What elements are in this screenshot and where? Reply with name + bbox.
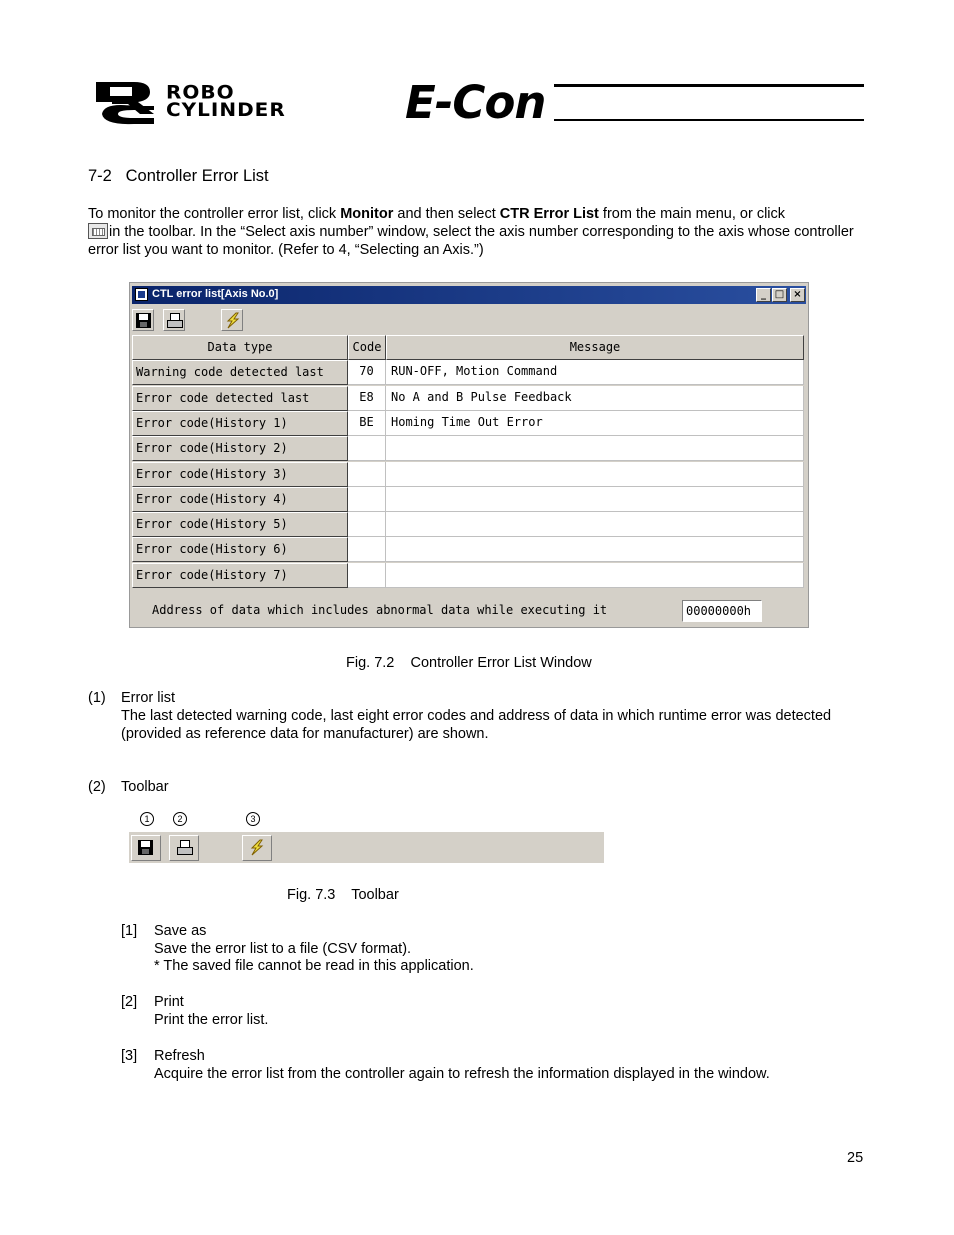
row-header-data-type[interactable]: Error code(History 3) bbox=[132, 462, 348, 487]
header-rule-top bbox=[554, 84, 864, 87]
item-2-number: (2) bbox=[88, 779, 106, 795]
cell-code[interactable] bbox=[348, 537, 386, 562]
sub-item-1-number: [1] bbox=[121, 923, 138, 939]
intro-paragraph bbox=[88, 205, 858, 259]
intro-text: and then select bbox=[393, 206, 500, 222]
sub-item-3-title: Refresh bbox=[154, 1048, 205, 1064]
sub-item-2-title: Print bbox=[154, 994, 184, 1010]
section-title: 7-2 Controller Error List bbox=[88, 167, 269, 185]
row-header-data-type[interactable]: Error code(History 5) bbox=[132, 512, 348, 537]
intro-text: in the toolbar. In the “Select axis number” window, select the axis number corresponding to the axis whose controller error list you want to monitor. (Refer to 4, “Selecting an Axis.”) bbox=[88, 224, 854, 258]
refresh-button[interactable] bbox=[221, 309, 243, 331]
cell-message[interactable]: No A and B Pulse Feedback bbox=[386, 386, 804, 411]
lightning-icon bbox=[224, 312, 241, 329]
column-header-message[interactable]: Message bbox=[386, 335, 804, 360]
row-header-data-type[interactable]: Error code detected last bbox=[132, 386, 348, 411]
cell-message[interactable] bbox=[386, 537, 804, 562]
refresh-button[interactable] bbox=[242, 835, 272, 861]
sub-item-1-body: Save the error list to a file (CSV format). bbox=[154, 941, 412, 957]
row-header-data-type[interactable]: Error code(History 7) bbox=[132, 563, 348, 588]
intro-text: from the main menu, or click bbox=[598, 206, 786, 222]
window-titlebar bbox=[132, 286, 806, 304]
sub-item-1-note: * The saved file cannot be read in this application. bbox=[154, 958, 474, 974]
toolbar-illustration bbox=[129, 832, 604, 863]
floppy-disk-icon bbox=[138, 840, 153, 855]
minimize-button[interactable]: _ bbox=[756, 288, 771, 302]
cell-code[interactable] bbox=[348, 563, 386, 588]
window-title: CTL error list[Axis No.0] bbox=[152, 288, 279, 300]
sub-item-2-body: Print the error list. bbox=[154, 1012, 269, 1028]
ctr-error-list-ref: CTR Error List bbox=[499, 206, 599, 222]
cell-code[interactable] bbox=[348, 487, 386, 512]
app-icon bbox=[135, 288, 148, 301]
rc-logo bbox=[94, 80, 158, 126]
cell-message[interactable] bbox=[386, 563, 804, 588]
callout-3: 3 bbox=[246, 812, 260, 826]
item-1-body: The last detected warning code, last eight error codes and address of data in which runtime error was detected (provided as reference data for manufacturer) are shown. bbox=[121, 708, 832, 742]
sub-item-3-number: [3] bbox=[121, 1048, 138, 1064]
figure-caption-7-3: Fig. 7.3 Toolbar bbox=[287, 887, 399, 903]
row-header-data-type[interactable]: Error code(History 6) bbox=[132, 537, 348, 562]
cell-message[interactable]: Homing Time Out Error bbox=[386, 411, 804, 436]
cell-code[interactable] bbox=[348, 462, 386, 487]
product-logo: E-Con bbox=[405, 76, 546, 129]
print-button[interactable] bbox=[169, 835, 199, 861]
sub-item-1-title: Save as bbox=[154, 923, 207, 939]
sub-item-2-number: [2] bbox=[121, 994, 138, 1010]
figure-caption-7-2: Fig. 7.2 Controller Error List Window bbox=[346, 655, 592, 671]
brand-cylinder: CYLINDER bbox=[166, 98, 286, 121]
cell-message[interactable] bbox=[386, 487, 804, 512]
cell-message[interactable] bbox=[386, 462, 804, 487]
lightning-icon bbox=[248, 839, 265, 856]
item-2-title: Toolbar bbox=[121, 779, 169, 795]
monitor-menu-ref: Monitor bbox=[340, 206, 394, 222]
cell-message[interactable] bbox=[386, 512, 804, 537]
callout-2: 2 bbox=[173, 812, 187, 826]
callout-1: 1 bbox=[140, 812, 154, 826]
row-header-data-type[interactable]: Error code(History 2) bbox=[132, 436, 348, 461]
column-header-data-type[interactable]: Data type bbox=[132, 335, 348, 360]
maximize-button[interactable]: □ bbox=[772, 288, 787, 302]
close-button[interactable]: × bbox=[790, 288, 805, 302]
cell-code[interactable] bbox=[348, 512, 386, 537]
item-1-number: (1) bbox=[88, 690, 106, 706]
sub-item-3-body: Acquire the error list from the controller again to refresh the information displayed in the window. bbox=[154, 1066, 770, 1082]
printer-icon bbox=[177, 840, 192, 855]
brand-robo: ROBO bbox=[166, 81, 235, 104]
item-1-title: Error list bbox=[121, 690, 175, 706]
header-rule-bottom bbox=[554, 119, 864, 121]
save-button[interactable] bbox=[131, 835, 161, 861]
cell-message[interactable] bbox=[386, 436, 804, 461]
brand-wordmark bbox=[166, 81, 286, 121]
row-header-data-type[interactable]: Error code(History 4) bbox=[132, 487, 348, 512]
page-number: 25 bbox=[847, 1150, 864, 1166]
address-field[interactable]: 00000000h bbox=[682, 600, 762, 622]
cell-code[interactable]: E8 bbox=[348, 386, 386, 411]
save-button[interactable] bbox=[132, 309, 154, 331]
printer-icon bbox=[167, 313, 182, 328]
intro-text: To monitor the controller error list, click bbox=[88, 206, 341, 222]
column-header-code[interactable]: Code bbox=[348, 335, 386, 360]
row-header-data-type[interactable]: Error code(History 1) bbox=[132, 411, 348, 436]
cell-code[interactable] bbox=[348, 436, 386, 461]
cell-message[interactable]: RUN-OFF, Motion Command bbox=[386, 360, 804, 385]
print-button[interactable] bbox=[163, 309, 185, 331]
address-label: Address of data which includes abnormal data while executing it bbox=[152, 603, 608, 617]
row-header-data-type[interactable]: Warning code detected last bbox=[132, 360, 348, 385]
cell-code[interactable]: BE bbox=[348, 411, 386, 436]
floppy-disk-icon bbox=[136, 313, 151, 328]
error-list-icon bbox=[88, 223, 108, 239]
cell-code[interactable]: 70 bbox=[348, 360, 386, 385]
error-list-window bbox=[129, 282, 809, 628]
